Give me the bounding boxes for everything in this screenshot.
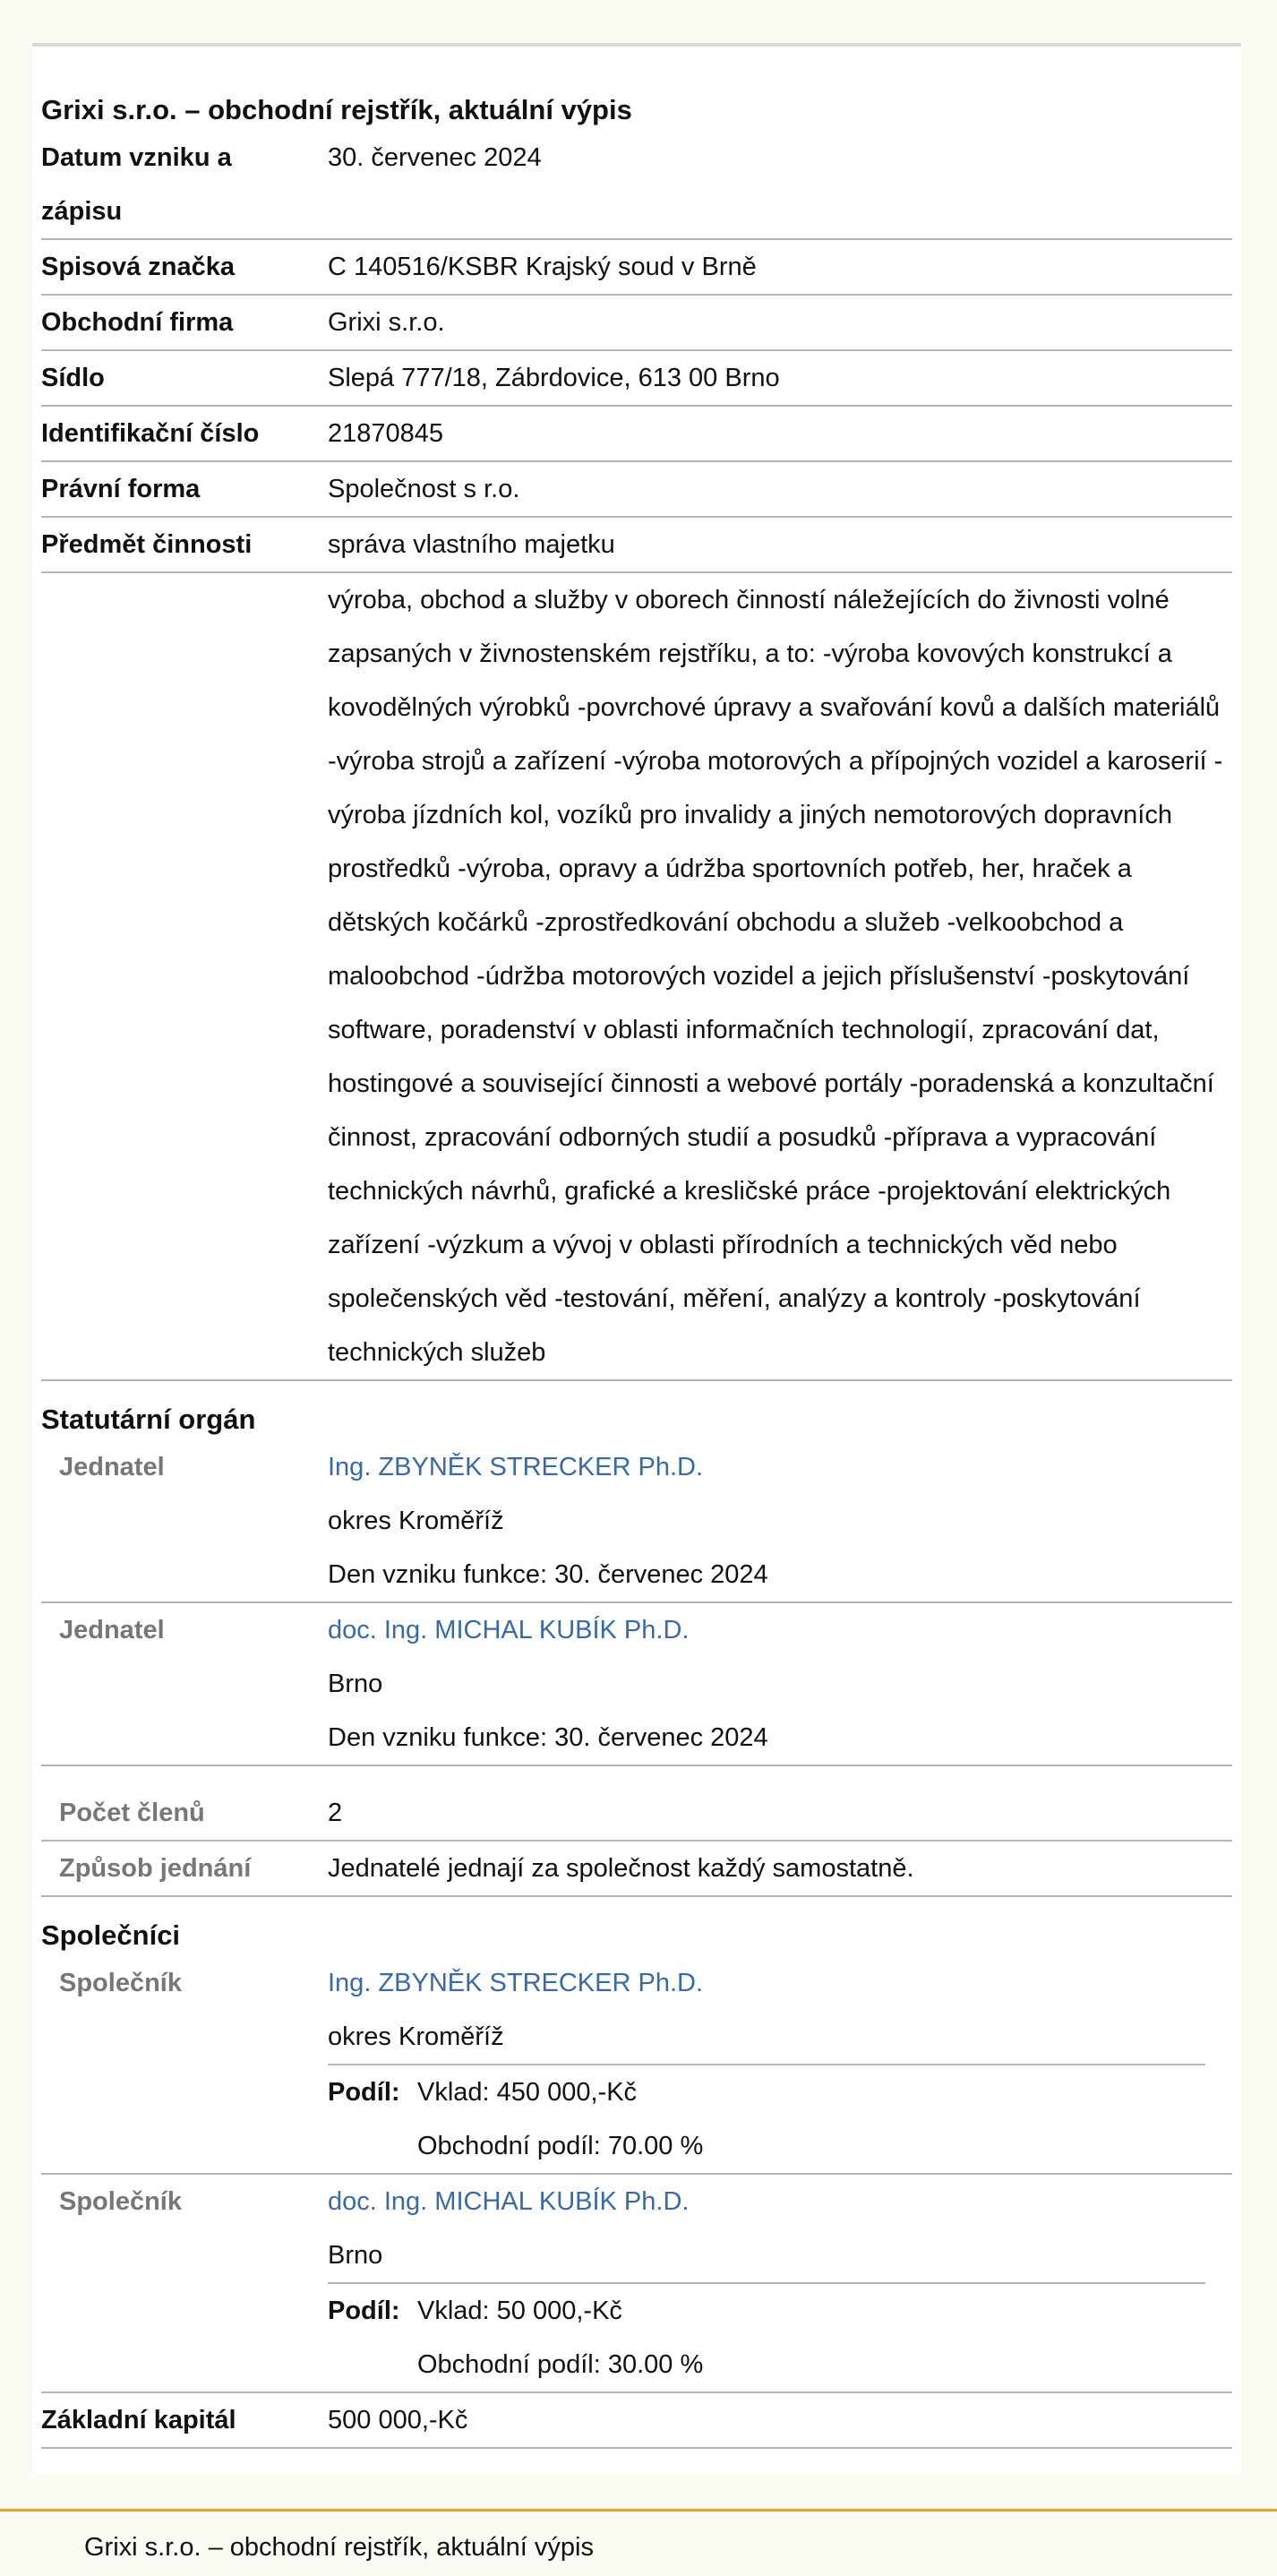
register-card — [32, 43, 1241, 2474]
share-label: Podíl: — [328, 2078, 400, 2107]
sidlo-label: Sídlo — [41, 364, 105, 392]
share-values — [417, 2065, 703, 2173]
spolecnici-heading: Společníci — [41, 1919, 181, 1951]
share-block — [328, 2064, 1205, 2173]
pocet-value: 2 — [328, 1799, 343, 1827]
member-name-link[interactable]: Ing. ZBYNĚK STRECKER Ph.D. — [328, 1453, 704, 1481]
spolecnik-details — [328, 1956, 1232, 2173]
forma-label: Právní forma — [41, 475, 201, 503]
share-block — [328, 2282, 1205, 2391]
firma-label: Obchodní firma — [41, 308, 234, 337]
member-name-link[interactable]: doc. Ing. MICHAL KUBÍK Ph.D. — [328, 1616, 690, 1644]
member-place: Brno — [328, 1670, 383, 1698]
row-datum — [41, 131, 1232, 240]
member-since: Den vzniku funkce: 30. červenec 2024 — [328, 1723, 768, 1752]
share-vklad: Vklad: 450 000,-Kč — [417, 2078, 638, 2107]
sidlo-value: Slepá 777/18, Zábrdovice, 613 00 Brno — [328, 364, 780, 392]
member-since: Den vzniku funkce: 30. červenec 2024 — [328, 1560, 768, 1589]
statutarni-member-1 — [41, 1440, 1232, 1603]
row-predmet-2 — [41, 573, 1232, 1381]
statutarni-heading: Statutární orgán — [41, 1404, 256, 1435]
spolecnik-place: okres Kroměříž — [328, 2022, 504, 2051]
footer-title: Grixi s.r.o. – obchodní rejstřík, aktuální výpis — [84, 2533, 594, 2562]
row-pocet — [41, 1786, 1232, 1842]
kapital-value: 500 000,-Kč — [328, 2406, 468, 2434]
spolecnik-name-link[interactable]: doc. Ing. MICHAL KUBÍK Ph.D. — [328, 2187, 690, 2216]
spolecnik-role: Společník — [59, 2187, 182, 2216]
row-sidlo — [41, 351, 1232, 407]
datum-value: 30. červenec 2024 — [328, 143, 542, 172]
row-forma — [41, 462, 1232, 518]
predmet-value-1: správa vlastního majetku — [328, 530, 615, 559]
member-role: Jednatel — [59, 1453, 165, 1481]
predmet-label: Předmět činnosti — [41, 530, 253, 559]
spolecnik-1 — [41, 1956, 1232, 2175]
share-podil: Obchodní podíl: 70.00 % — [417, 2132, 704, 2160]
firma-value: Grixi s.r.o. — [328, 308, 445, 337]
footer-divider — [0, 2509, 1277, 2512]
member-details — [328, 1603, 1232, 1765]
predmet-empty-label — [41, 573, 328, 1379]
share-values — [417, 2284, 703, 2391]
spolecnik-2 — [41, 2175, 1232, 2393]
spolecnik-role: Společník — [59, 1969, 182, 1997]
member-role: Jednatel — [59, 1616, 165, 1644]
pocet-label: Počet členů — [59, 1799, 205, 1827]
forma-value: Společnost s r.o. — [328, 475, 520, 503]
row-kapital — [41, 2393, 1232, 2449]
member-details — [328, 1440, 1232, 1601]
kapital-label: Základní kapitál — [41, 2406, 236, 2434]
row-firma — [41, 296, 1232, 351]
share-label: Podíl: — [328, 2297, 400, 2325]
row-ic — [41, 407, 1232, 462]
row-spis — [41, 240, 1232, 296]
page-title: Grixi s.r.o. – obchodní rejstřík, aktuální výpis — [41, 94, 632, 125]
spolecnik-place: Brno — [328, 2241, 383, 2270]
ic-value: 21870845 — [328, 419, 444, 448]
row-predmet-1 — [41, 518, 1232, 573]
spis-label: Spisová značka — [41, 253, 235, 281]
member-place: okres Kroměříž — [328, 1507, 504, 1535]
ic-label: Identifikační číslo — [41, 419, 260, 448]
predmet-value-2: výroba, obchod a služby v oborech činností náležejících do živnosti volné zapsaných v živnostenském rejstříku, a to: -výroba kovových konstrukcí a kovodělných výrobků -povrchové úpravy a svařování kovů a dalších materiálů -výroba strojů a zařízení -výroba motorových a přípojných vozidel a karoserií -výroba jízdních kol, vozíků pro invalidy a jiných nemotorových dopravních prostředků -výroba, opravy a údržba sportovních potřeb, her, hraček a dětských kočárků -zprostředkování obchodu a služeb -velkoobchod a maloobchod -údržba motorových vozidel a jejich příslušenství -poskytování software, poradenství v oblasti informačních technologií, zpracování dat, hostingové a související činnosti a webové portály -poradenská a konzultační činnost, zpracování odborných studií a posudků -příprava a vypracování technických návrhů, grafické a kresličské práce -projektování elektrických zařízení -výzkum a vývoj v oblasti přírodních a technických věd nebo společenských věd -testování, měření, analýzy a kontroly -poskytování technických služeb — [328, 586, 1223, 1367]
spolecnik-details — [328, 2175, 1232, 2391]
spolecnik-name-link[interactable]: Ing. ZBYNĚK STRECKER Ph.D. — [328, 1969, 704, 1997]
zpusob-label: Způsob jednání — [59, 1854, 252, 1883]
zpusob-value: Jednatelé jednají za společnost každý samostatně. — [328, 1854, 914, 1883]
spis-value: C 140516/KSBR Krajský soud v Brně — [328, 253, 757, 281]
datum-label: Datum vzniku a zápisu — [41, 143, 232, 226]
share-podil: Obchodní podíl: 30.00 % — [417, 2350, 704, 2379]
statutarni-member-2 — [41, 1603, 1232, 1766]
share-vklad: Vklad: 50 000,-Kč — [417, 2297, 622, 2325]
row-zpusob — [41, 1842, 1232, 1897]
